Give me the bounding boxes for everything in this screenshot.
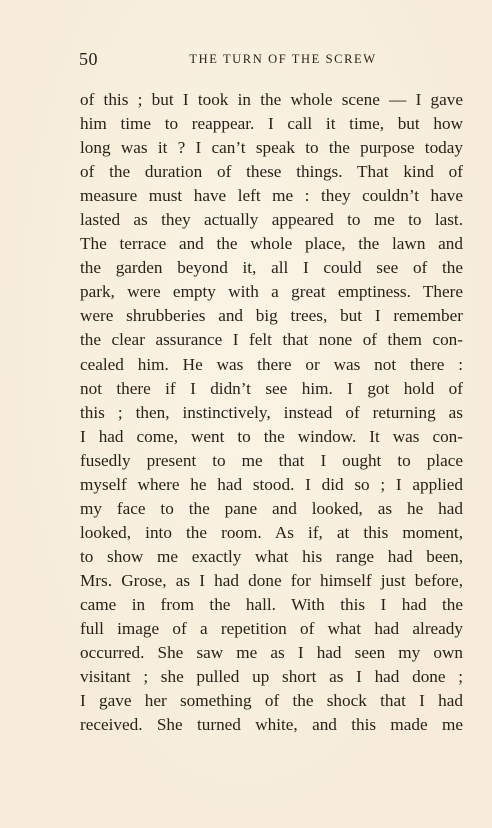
body-text	[80, 88, 463, 737]
text-line: The terrace and the whole place, the lawn and	[80, 234, 463, 254]
text-line: I gave her something of the shock that I had	[80, 691, 463, 711]
text-line: Mrs. Grose, as I had done for himself just before,	[80, 570, 463, 590]
text-line: myself where he had stood. I did so ; I applied	[80, 474, 463, 494]
text-line: received. She turned white, and this made me	[80, 715, 463, 735]
text-line: lasted as they actually appeared to me to last.	[80, 210, 463, 230]
text-line: of the duration of these things. That kind of	[80, 162, 463, 182]
text-line: long was it ? I can’t speak to the purpose today	[80, 138, 463, 158]
running-head: THE TURN OF THE SCREW	[189, 52, 377, 66]
text-line: the clear assurance I felt that none of them con-	[80, 330, 463, 350]
text-line: I had come, went to the window. It was con-	[80, 426, 463, 446]
text-line: were shrubberies and big trees, but I remember	[80, 306, 463, 326]
text-line: my face to the pane and looked, as he had	[80, 498, 463, 518]
text-line: looked, into the room. As if, at this moment,	[80, 522, 463, 542]
text-line: came in from the hall. With this I had the	[80, 594, 463, 614]
text-line: the garden beyond it, all I could see of the	[80, 258, 463, 278]
text-line: full image of a repetition of what had already	[80, 619, 463, 639]
page-number: 50	[79, 49, 98, 69]
text-line: him time to reappear. I call it time, but how	[80, 114, 463, 134]
text-line: measure must have left me : they couldn’t have	[80, 186, 463, 206]
text-line: cealed him. He was there or was not there :	[80, 354, 463, 374]
page-header	[79, 49, 463, 73]
text-line: fusedly present to me that I ought to place	[80, 450, 463, 470]
text-line: of this ; but I took in the whole scene — I gave	[80, 90, 463, 109]
text-line: this ; then, instinctively, instead of returning as	[80, 402, 463, 422]
text-line: to show me exactly what his range had been,	[80, 546, 463, 566]
text-line: visitant ; she pulled up short as I had done ;	[80, 667, 463, 687]
text-line: not there if I didn’t see him. I got hold of	[80, 378, 463, 398]
text-line: park, were empty with a great emptiness. There	[80, 282, 463, 302]
text-line: occurred. She saw me as I had seen my own	[80, 643, 463, 663]
